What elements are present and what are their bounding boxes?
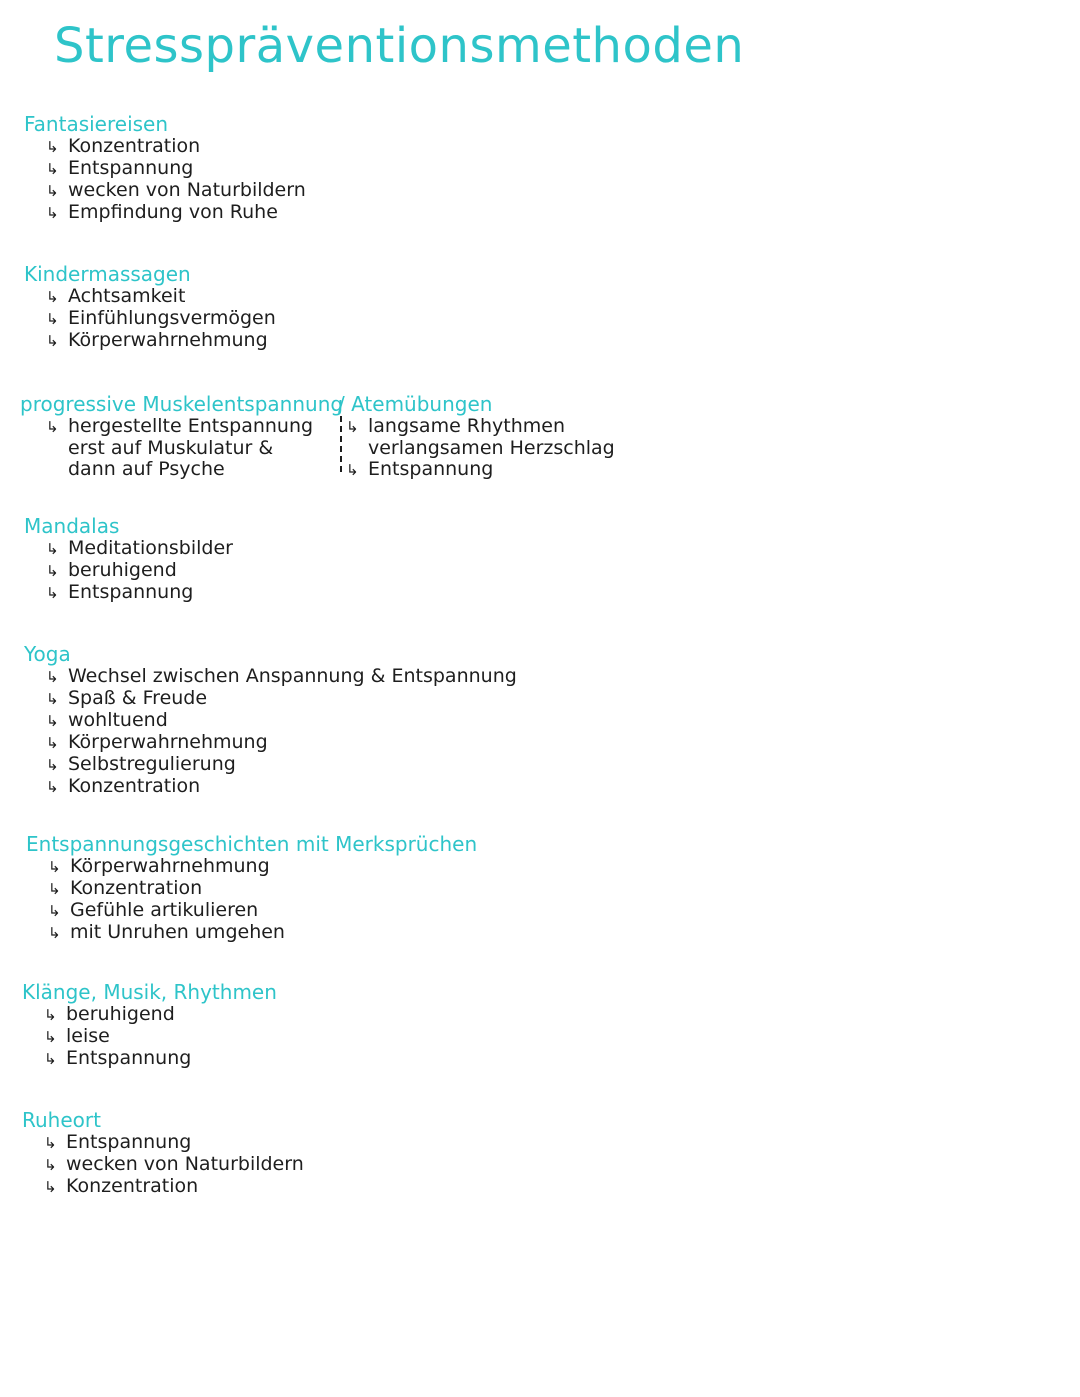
list-item — [46, 688, 517, 710]
list-item — [46, 560, 233, 582]
section-heading: / Atemübungen — [338, 392, 493, 416]
arrow-icon: ↳ — [46, 138, 59, 156]
arrow-icon: ↳ — [46, 712, 59, 730]
item-text: Körperwahrnehmung — [68, 731, 268, 753]
item-text: beruhigend — [68, 559, 177, 581]
arrow-icon: ↳ — [44, 1006, 57, 1024]
list-item — [46, 308, 276, 330]
arrow-icon: ↳ — [46, 160, 59, 178]
list-item — [346, 416, 615, 438]
section-heading: Yoga — [24, 642, 71, 666]
item-text: hergestellte Entspannung — [68, 415, 314, 437]
item-text: Körperwahrnehmung — [70, 855, 270, 877]
list-item-continuation: dann auf Psyche — [68, 458, 225, 480]
list-item — [44, 1154, 304, 1176]
arrow-icon: ↳ — [46, 668, 59, 686]
section-heading: Ruheort — [22, 1108, 101, 1132]
arrow-icon: ↳ — [48, 858, 61, 876]
item-text: Einfühlungsvermögen — [68, 307, 276, 329]
item-list — [338, 416, 615, 481]
arrow-icon: ↳ — [48, 924, 61, 942]
section-kindermassagen — [24, 262, 276, 352]
arrow-icon: ↳ — [46, 756, 59, 774]
list-item — [44, 1004, 277, 1026]
item-list — [24, 136, 306, 224]
arrow-icon: ↳ — [46, 288, 59, 306]
item-text: Entspannung — [66, 1131, 192, 1153]
list-item — [46, 776, 517, 798]
item-text: wohltuend — [68, 709, 168, 731]
arrow-icon: ↳ — [346, 461, 359, 479]
list-item — [46, 136, 306, 158]
section-heading: progressive Muskelentspannung — [20, 392, 344, 416]
arrow-icon: ↳ — [46, 332, 59, 350]
list-item — [44, 1048, 277, 1070]
item-text: Spaß & Freude — [68, 687, 208, 709]
arrow-icon: ↳ — [46, 182, 59, 200]
arrow-icon: ↳ — [46, 418, 59, 436]
item-text: Wechsel zwischen Anspannung & Entspannung — [68, 665, 517, 687]
item-list — [24, 286, 276, 352]
arrow-icon: ↳ — [46, 310, 59, 328]
section-ruheort — [22, 1108, 304, 1198]
list-item — [46, 416, 343, 438]
list-item — [48, 922, 477, 944]
arrow-icon: ↳ — [48, 902, 61, 920]
item-text: wecken von Naturbildern — [66, 1153, 304, 1175]
arrow-icon: ↳ — [44, 1178, 57, 1196]
item-text: mit Unruhen umgehen — [70, 921, 285, 943]
list-item — [48, 878, 477, 900]
arrow-icon: ↳ — [46, 734, 59, 752]
list-item — [46, 202, 306, 224]
arrow-icon: ↳ — [46, 562, 59, 580]
dashed-divider — [340, 416, 342, 472]
item-list — [26, 856, 477, 944]
arrow-icon: ↳ — [48, 880, 61, 898]
page-title: Stresspräventionsmethoden — [54, 18, 745, 74]
item-list — [22, 1132, 304, 1198]
section-klaenge — [22, 980, 277, 1070]
section-heading: Fantasiereisen — [24, 112, 169, 136]
item-text: Entspannung — [368, 458, 494, 480]
arrow-icon: ↳ — [46, 204, 59, 222]
list-item — [46, 666, 517, 688]
item-text: Empfindung von Ruhe — [68, 201, 278, 223]
list-item — [346, 459, 615, 481]
section-yoga — [24, 642, 517, 798]
item-list — [24, 538, 233, 604]
item-list — [24, 666, 517, 798]
section-heading: Kindermassagen — [24, 262, 191, 286]
list-item — [46, 180, 306, 202]
arrow-icon: ↳ — [46, 584, 59, 602]
list-item-continuation: verlangsamen Herzschlag — [368, 437, 615, 459]
list-item — [48, 856, 477, 878]
item-text: Konzentration — [66, 1175, 199, 1197]
section-atemuebungen — [338, 392, 615, 481]
arrow-icon: ↳ — [44, 1134, 57, 1152]
section-heading: Klänge, Musik, Rhythmen — [22, 980, 277, 1004]
list-item — [44, 1176, 304, 1198]
section-entspannungsgeschichten — [26, 832, 477, 944]
list-item — [44, 1132, 304, 1154]
item-text: Konzentration — [70, 877, 203, 899]
item-text: Entspannung — [68, 157, 194, 179]
list-item — [46, 582, 233, 604]
item-text: Achtsamkeit — [68, 285, 186, 307]
list-item — [44, 1026, 277, 1048]
item-text: Entspannung — [68, 581, 194, 603]
item-text: Gefühle artikulieren — [70, 899, 259, 921]
arrow-icon: ↳ — [44, 1050, 57, 1068]
list-item — [46, 754, 517, 776]
arrow-icon: ↳ — [44, 1028, 57, 1046]
item-list — [22, 1004, 277, 1070]
item-text: Konzentration — [68, 135, 201, 157]
item-text: leise — [66, 1025, 110, 1047]
list-item — [46, 538, 233, 560]
item-list — [20, 416, 343, 480]
section-mandalas — [24, 514, 233, 604]
item-text: Konzentration — [68, 775, 201, 797]
list-item — [48, 900, 477, 922]
item-text: Entspannung — [66, 1047, 192, 1069]
item-text: langsame Rhythmen — [368, 415, 566, 437]
item-text: Meditationsbilder — [68, 537, 233, 559]
list-item-continuation: erst auf Muskulatur & — [68, 437, 274, 459]
list-item — [46, 710, 517, 732]
section-heading: Mandalas — [24, 514, 120, 538]
arrow-icon: ↳ — [346, 418, 359, 436]
arrow-icon: ↳ — [44, 1156, 57, 1174]
arrow-icon: ↳ — [46, 540, 59, 558]
item-text: wecken von Naturbildern — [68, 179, 306, 201]
item-text: Selbstregulierung — [68, 753, 236, 775]
list-item — [46, 158, 306, 180]
item-text: Körperwahrnehmung — [68, 329, 268, 351]
arrow-icon: ↳ — [46, 778, 59, 796]
arrow-icon: ↳ — [46, 690, 59, 708]
section-heading: Entspannungsgeschichten mit Merksprüchen — [26, 832, 478, 856]
item-text: beruhigend — [66, 1003, 175, 1025]
list-item — [46, 286, 276, 308]
section-progressive-muskelentspannung — [20, 392, 343, 480]
list-item — [46, 330, 276, 352]
section-fantasiereisen — [24, 112, 306, 224]
list-item — [46, 732, 517, 754]
